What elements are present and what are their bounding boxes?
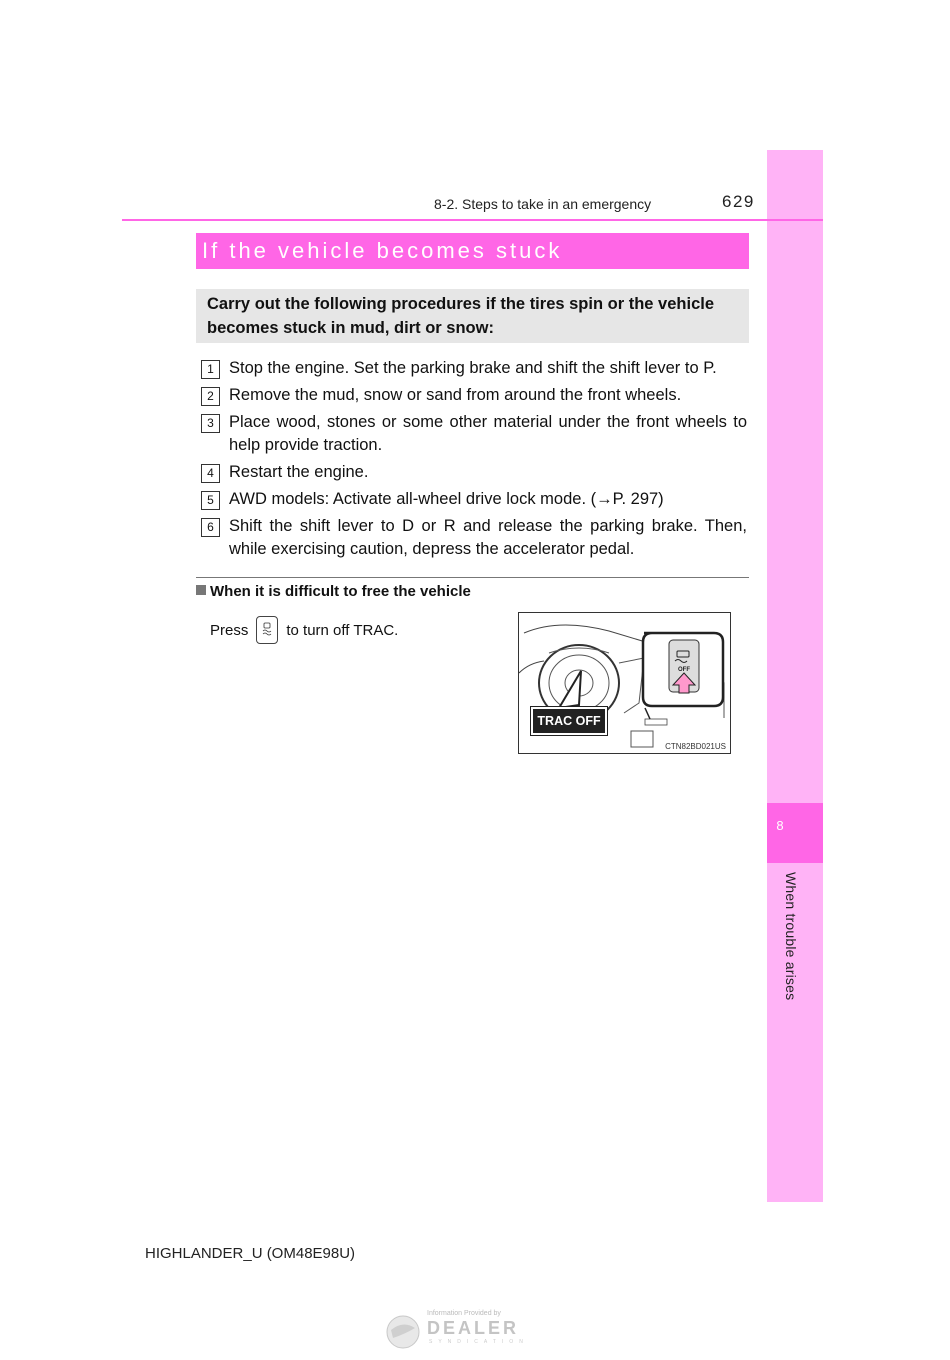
globe-logo-icon [385,1312,421,1352]
section-divider [196,577,749,578]
chapter-title: When trouble arises [783,872,799,1001]
intro-text: Carry out the following procedures if the tires spin or the vehicle becomes stuck in mud, dirt or snow: [207,295,715,337]
footer-model: HIGHLANDER_U (OM48E98U) [145,1245,356,1262]
subsection-heading [196,583,471,600]
step-text: Restart the engine. [229,463,369,481]
step-text: Shift the shift lever to D or R and release the parking brake. Then, while exercising caution, depress the accelerator pedal. [229,517,747,558]
subsection-heading-text: When it is difficult to free the vehicle [210,583,471,600]
step-text: AWD models: Activate all-wheel drive lock mode. (→P. 297) [229,490,664,508]
chapter-number: 8 [776,818,784,833]
watermark-word: DEALER [427,1318,520,1338]
watermark-caption: Information Provided by [427,1310,501,1317]
press-instruction [210,616,398,644]
section-label: 8-2. Steps to take in an emergency [434,196,652,212]
watermark-subtitle: SYNDICATION [429,1339,529,1345]
step-text: Remove the mud, snow or sand from around the front wheels. [229,386,682,404]
chapter-number-tab [767,803,823,863]
step-number: 5 [201,491,220,510]
step-number: 6 [201,518,220,537]
step-number: 2 [201,387,220,406]
dealer-watermark [385,1308,555,1356]
square-bullet-icon [196,585,206,595]
chapter-side-tab [767,150,823,1202]
step-number: 3 [201,414,220,433]
trac-off-switch-icon [256,616,278,644]
header-rule [122,219,823,221]
step-text: Stop the engine. Set the parking brake and shift the shift lever to P. [229,359,717,377]
trac-off-illustration [518,612,731,754]
press-after-text: to turn off TRAC. [286,621,399,639]
step-number: 4 [201,464,220,483]
step-number: 1 [201,360,220,379]
page-number: 629 [722,192,755,211]
page-title: If the vehicle becomes stuck [202,238,563,263]
switch-off-text: OFF [678,667,690,673]
trac-off-indicator: TRAC OFF [531,707,607,735]
illustration-code: CTN82BD021US [665,742,726,751]
press-before-text: Press [210,621,249,639]
step-text: Place wood, stones or some other material under the front wheels to help provide traction. [229,413,747,454]
